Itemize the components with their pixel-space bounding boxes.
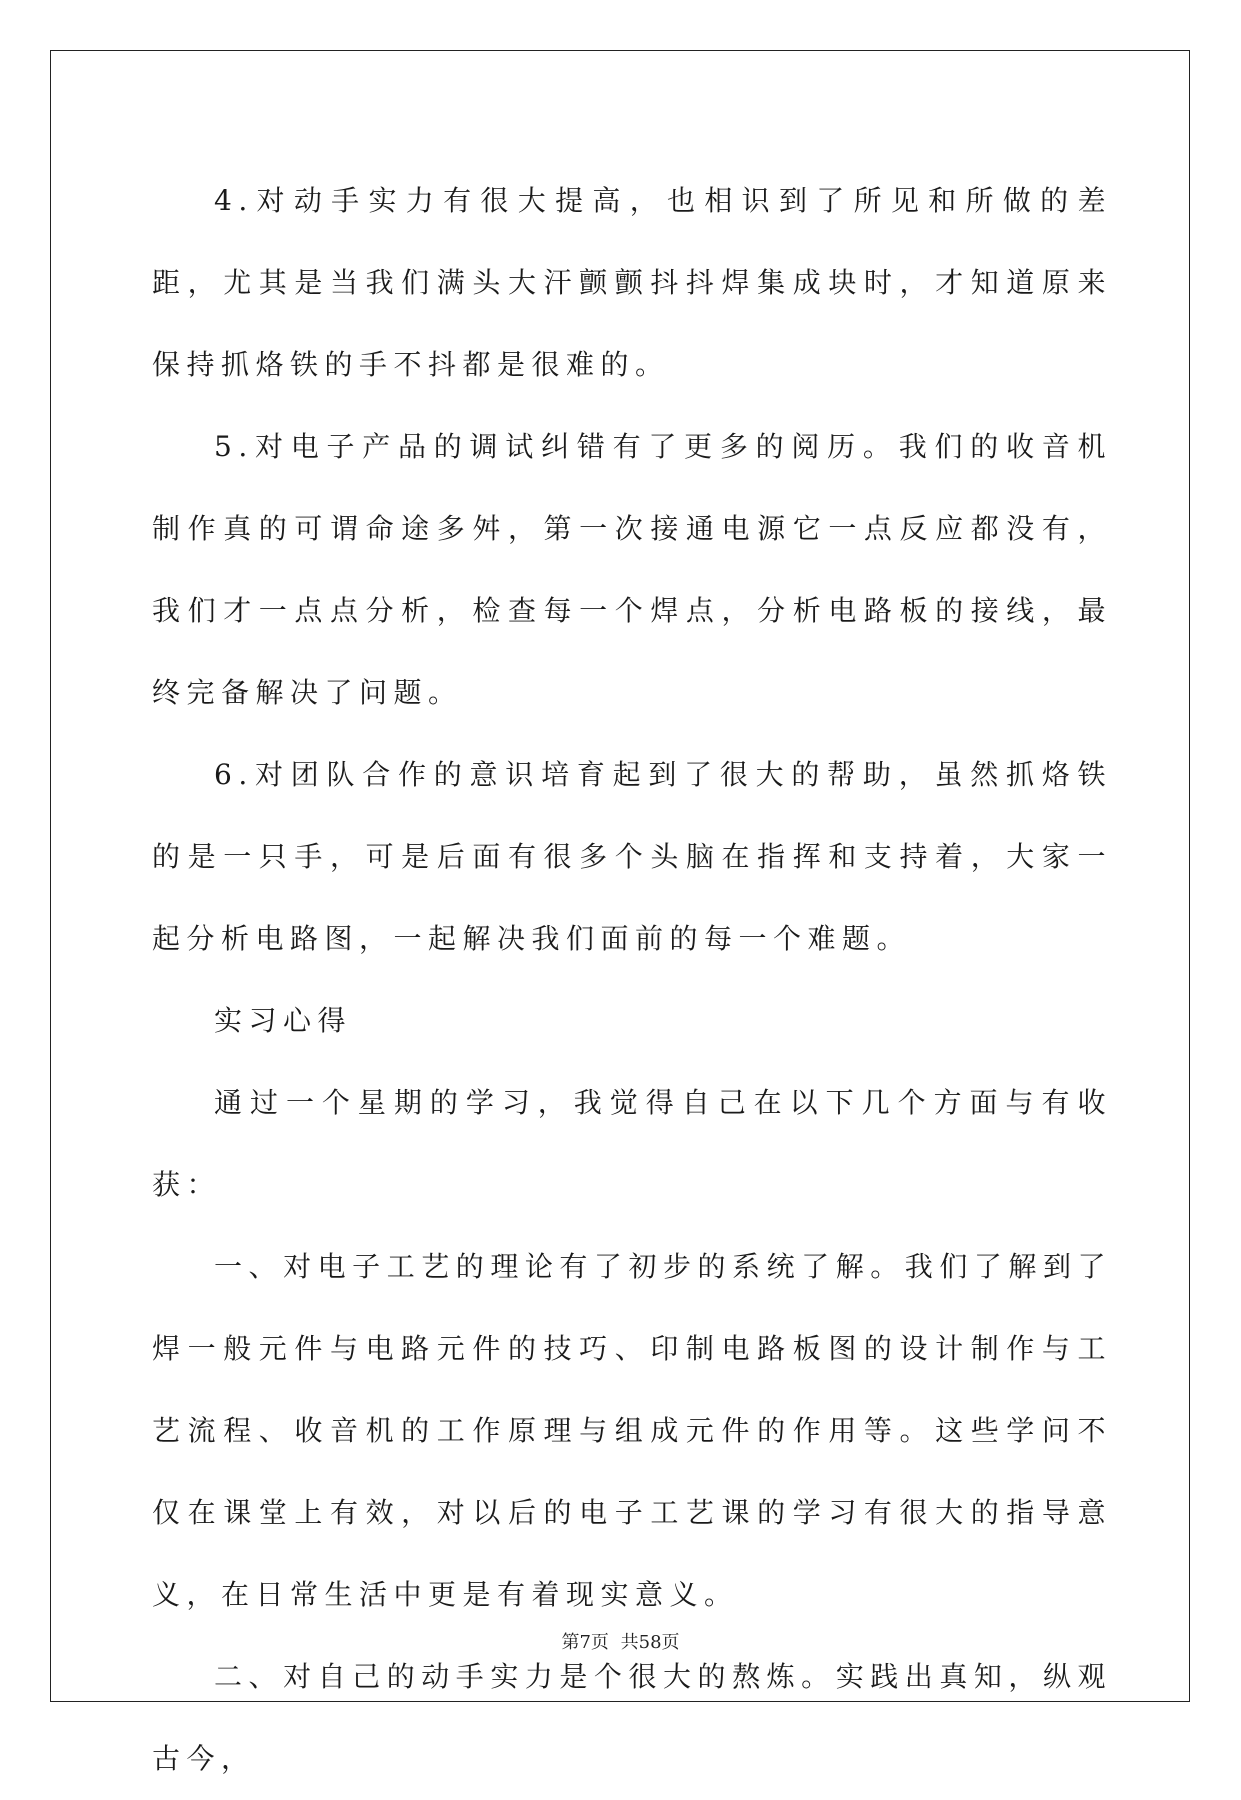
paragraph: 6.对团队合作的意识培育起到了很大的帮助，虽然抓烙铁的是一只手，可是后面有很多个头脑在指挥和支持着，大家一起分析电路图，一起解决我们面前的每一个难题。 <box>152 758 1112 955</box>
paragraph: 二、对自己的动手实力是个很大的熬炼。实践出真知，纵观古今， <box>152 1660 1112 1775</box>
paragraph: 通过一个星期的学习，我觉得自己在以下几个方面与有收获： <box>152 1086 1112 1201</box>
page-footer <box>0 1628 1241 1654</box>
document-body <box>152 160 1112 1800</box>
page-total: 共58页 <box>620 1632 680 1653</box>
paragraph: 一、对电子工艺的理论有了初步的系统了解。我们了解到了焊一般元件与电路元件的技巧、印制电路板图的设计制作与工艺流程、收音机的工作原理与组成元件的作用等。这些学问不仅在课堂上有效，对以后的电子工艺课的学习有很大的指导意义，在日常生活中更是有着现实意义。 <box>152 1250 1112 1611</box>
section-heading: 实习心得 <box>214 1004 353 1037</box>
paragraph: 4.对动手实力有很大提高，也相识到了所见和所做的差距，尤其是当我们满头大汗颤颤抖抖焊集成块时，才知道原来保持抓烙铁的手不抖都是很难的。 <box>152 184 1112 381</box>
page-number: 第7页 <box>561 1632 609 1653</box>
paragraph: 5.对电子产品的调试纠错有了更多的阅历。我们的收音机制作真的可谓命途多舛，第一次接通电源它一点反应都没有，我们才一点点分析，检查每一个焊点，分析电路板的接线，最终完备解决了问题。 <box>152 430 1112 709</box>
